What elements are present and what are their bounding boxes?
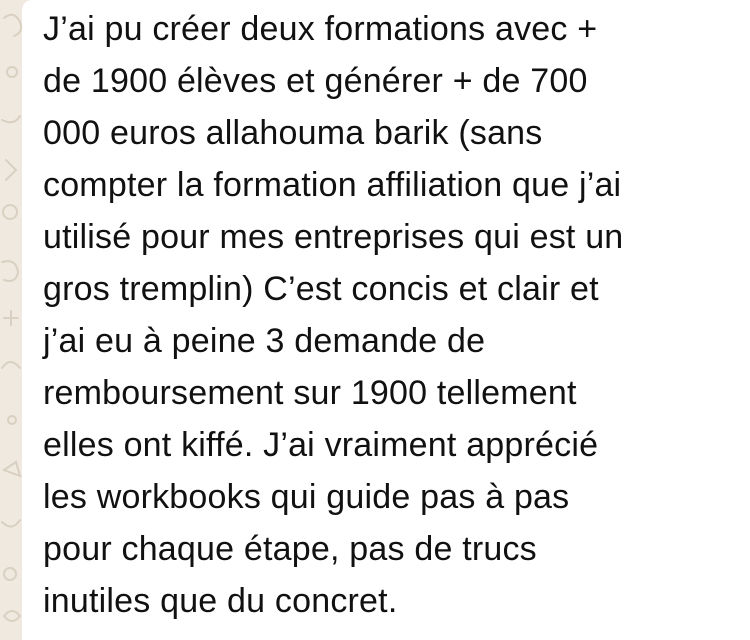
- message-text: [43, 3, 743, 627]
- message-line-9: elles ont kiffé. J’ai vraiment apprécié: [43, 426, 599, 464]
- message-line-12: inutiles que du concret.: [43, 582, 398, 620]
- message-line-3: 000 euros allahouma barik (sans: [43, 114, 543, 152]
- message-line-6: gros tremplin) C’est concis et clair et: [43, 270, 599, 308]
- message-line-1: J’ai pu créer deux formations avec +: [43, 10, 598, 48]
- message-line-10: les workbooks qui guide pas à pas: [43, 478, 570, 516]
- message-line-11: pour chaque étape, pas de trucs: [43, 530, 537, 568]
- message-line-2: de 1900 élèves et générer + de 700: [43, 62, 588, 100]
- message-bubble[interactable]: [22, 0, 750, 640]
- message-line-8: remboursement sur 1900 tellement: [43, 374, 577, 412]
- message-line-5: utilisé pour mes entreprises qui est un: [43, 218, 624, 256]
- message-line-4: compter la formation affiliation que j’ai: [43, 166, 622, 204]
- message-line-7: j’ai eu à peine 3 demande de: [43, 322, 486, 360]
